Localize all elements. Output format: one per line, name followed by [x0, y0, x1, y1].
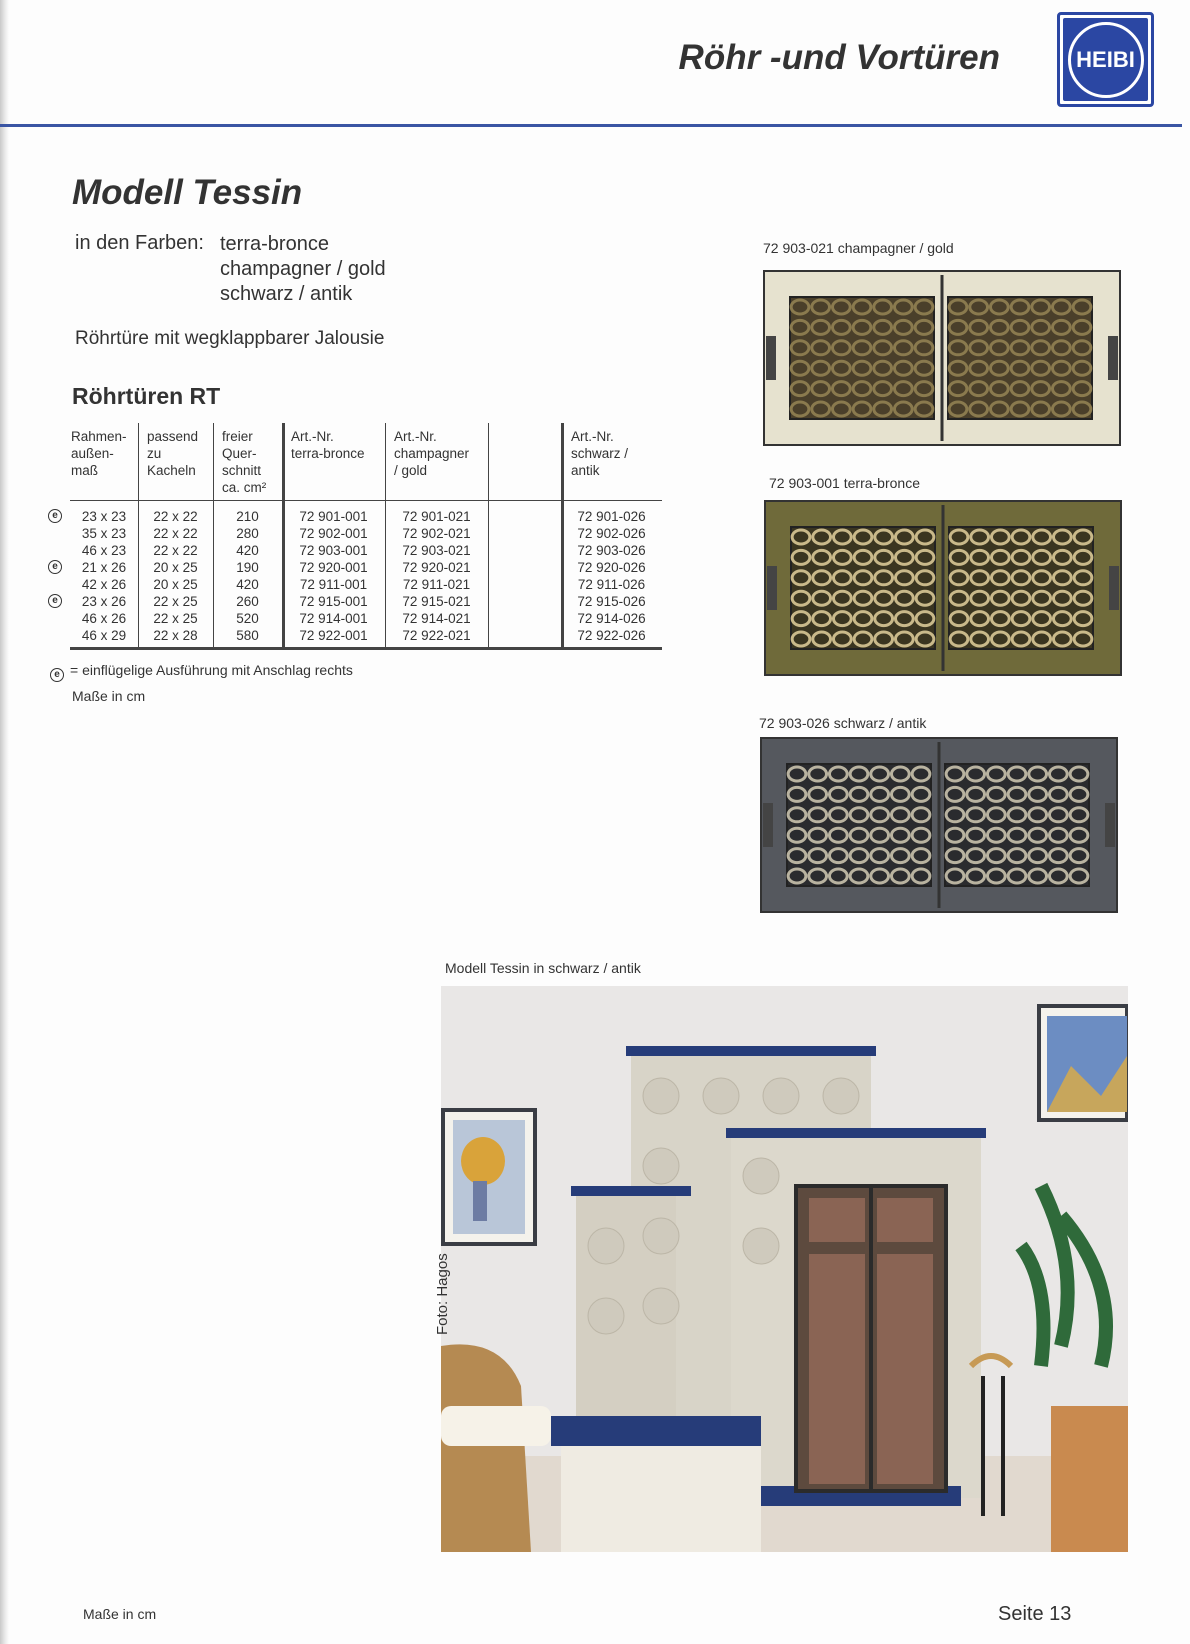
table-cell: 72 902-026	[577, 526, 646, 541]
photo-caption: Modell Tessin in schwarz / antik	[445, 960, 641, 976]
table-cell: 72 903-026	[577, 543, 646, 558]
table-cell: 420	[236, 577, 259, 592]
door-image-schwarz	[759, 736, 1119, 914]
table-cell: 72 911-021	[402, 577, 471, 592]
color-item: terra-bronce	[220, 233, 329, 255]
table-cell: 22 x 28	[153, 628, 198, 643]
table-cell: 72 901-026	[577, 509, 646, 524]
table-cell: 420	[236, 543, 259, 558]
door-image-champagner	[762, 269, 1122, 447]
table-cell: 23 x 23	[81, 509, 127, 524]
table-row	[70, 627, 662, 644]
model-title: Modell Tessin	[72, 173, 303, 212]
header-cross-section: freier Quer- schnitt ca. cm²	[222, 429, 267, 495]
table-cell: 72 922-026	[577, 628, 646, 643]
single-door-marker-icon: e	[48, 594, 62, 608]
table-cell: 72 911-026	[577, 577, 646, 592]
table-cell: 72 920-001	[299, 560, 368, 575]
table-cell: 22 x 25	[153, 611, 198, 626]
table-cell: 72 915-021	[402, 594, 471, 609]
table-row	[70, 525, 662, 542]
table-cell: 72 902-021	[402, 526, 471, 541]
spec-table	[52, 423, 662, 651]
table-cell: 580	[236, 628, 259, 643]
table-cell: 46 x 29	[81, 628, 127, 643]
footer-units: Maße in cm	[83, 1606, 157, 1622]
table-cell: 72 914-001	[299, 611, 368, 626]
table-row	[70, 576, 662, 593]
product-caption: 72 903-021 champagner / gold	[763, 240, 954, 256]
table-row	[70, 610, 662, 627]
header-tile-size: passend zu Kacheln	[147, 429, 199, 478]
table-cell: 72 915-001	[299, 594, 368, 609]
table-cell: 72 920-021	[402, 560, 471, 575]
table-cell: 72 903-021	[402, 543, 471, 558]
table-cell: 46 x 26	[81, 611, 127, 626]
table-cell: 20 x 25	[153, 577, 198, 592]
colors-label: in den Farben:	[75, 232, 204, 254]
table-cell: 22 x 22	[153, 543, 198, 558]
door-image-terra	[763, 499, 1123, 677]
table-cell: 72 911-001	[299, 577, 368, 592]
table-row	[52, 593, 662, 610]
colors-list	[220, 232, 386, 307]
table-row	[52, 559, 662, 576]
table-cell: 21 x 26	[81, 560, 127, 575]
product-description: Röhrtüre mit wegklappbarer Jalousie	[75, 328, 385, 349]
photo-credit: Foto: Hagos	[434, 1253, 451, 1335]
color-item: champagner / gold	[220, 258, 386, 280]
table-cell: 72 920-026	[577, 560, 646, 575]
table-cell: 35 x 23	[81, 526, 127, 541]
table-cell: 20 x 25	[153, 560, 198, 575]
table-cell: 72 903-001	[299, 543, 368, 558]
heibi-logo	[1057, 12, 1154, 107]
header-art-terra: Art.-Nr. terra-bronce	[291, 429, 365, 461]
page-header-title: Röhr -und Vortüren	[678, 38, 1000, 77]
table-cell: 22 x 25	[153, 594, 198, 609]
page-number: Seite 13	[998, 1603, 1072, 1625]
table-row	[70, 542, 662, 559]
table-cell: 520	[236, 611, 259, 626]
single-door-marker-icon: e	[48, 509, 62, 523]
table-cell: 22 x 22	[153, 526, 198, 541]
table-cell: 72 922-021	[402, 628, 471, 643]
stove-photo	[441, 986, 1128, 1552]
table-cell: 210	[236, 509, 259, 524]
header-art-champagner: Art.-Nr. champagner / gold	[394, 429, 470, 478]
table-cell: 72 901-001	[299, 509, 368, 524]
logo-text: HEIBI	[1068, 22, 1144, 98]
product-caption: 72 903-026 schwarz / antik	[759, 715, 927, 731]
table-cell: 72 902-001	[299, 526, 368, 541]
table-cell: 260	[236, 594, 259, 609]
header-frame-size: Rahmen- außen- maß	[71, 429, 127, 478]
table-cell: 46 x 23	[81, 543, 127, 558]
table-cell: 23 x 26	[81, 594, 127, 609]
table-cell: 72 914-021	[402, 611, 471, 626]
single-door-marker-icon: e	[50, 668, 64, 682]
table-row	[52, 508, 662, 525]
header-rule	[0, 124, 1182, 127]
table-cell: 280	[236, 526, 259, 541]
units-note: Maße in cm	[72, 688, 146, 704]
color-item: schwarz / antik	[220, 283, 353, 305]
table-cell: 72 901-021	[402, 509, 471, 524]
single-door-marker-icon: e	[48, 560, 62, 574]
table-cell: 72 914-026	[577, 611, 646, 626]
table-cell: 22 x 22	[153, 509, 198, 524]
product-caption: 72 903-001 terra-bronce	[769, 475, 920, 491]
table-cell: 72 915-026	[577, 594, 646, 609]
footnote: e = einflügelige Ausführung mit Anschlag rechts	[50, 662, 353, 682]
table-cell: 72 922-001	[299, 628, 368, 643]
table-cell: 190	[236, 560, 259, 575]
table-title: Röhrtüren RT	[72, 383, 221, 409]
page-binding-edge	[0, 0, 9, 1644]
table-cell: 42 x 26	[81, 577, 127, 592]
header-art-schwarz: Art.-Nr. schwarz / antik	[571, 429, 629, 478]
